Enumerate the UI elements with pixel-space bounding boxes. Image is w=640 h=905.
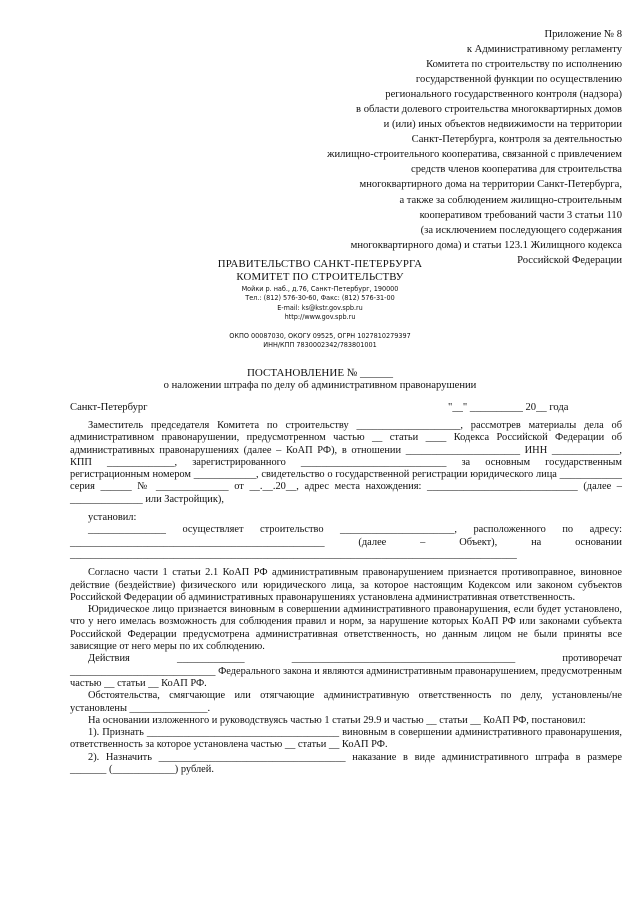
paragraph-circumstances: Обстоятельства, смягчающие или отягчающие административную ответственность по делу, установлены/не установлены _______________.: [70, 690, 622, 714]
paragraph-decision: На основании изложенного и руководствуясь частью 1 статьи 29.9 и частью __ статьи __ КоАП РФ, постановил:: [88, 714, 586, 726]
appendix-line: (за исключением последующего содержания: [420, 224, 622, 236]
letterhead: [0, 258, 640, 321]
appendix-line: государственной функции по осуществлению: [415, 74, 622, 86]
document-subtitle: о наложении штрафа по делу об административном правонарушении: [163, 380, 477, 391]
paragraph-law-article: Согласно части 1 статьи 2.1 КоАП РФ административным правонарушением признается противоправное, виновное действие (бездействие) физического или юридического лица, за которое настоящим Кодексом или законом субъектов Российской Федерации об административных правонарушениях установлена административная ответственность.: [70, 567, 622, 603]
committee-address: Мойки р. наб., д.76, Санкт-Петербург, 190000: [241, 284, 399, 293]
appendix-line: Санкт-Петербурга, контроля за деятельностью: [411, 134, 622, 146]
committee-email: E-mail: ks@kstr.gov.spb.ru: [277, 302, 363, 312]
appendix-line: Российской Федерации: [517, 254, 622, 266]
paragraph-established: установил:: [88, 512, 137, 524]
appendix-line: регионального государственного контроля (надзора): [385, 89, 622, 101]
appendix-line: в области долевого строительства многоквартирных домов: [356, 104, 622, 116]
appendix-line: средств членов кооператива для строительства: [411, 164, 622, 176]
appendix-block: [202, 27, 622, 268]
appendix-line: жилищно-строительного кооператива, связанной с привлечением: [327, 149, 622, 161]
committee-name: КОМИТЕТ ПО СТРОИТЕЛЬСТВУ: [236, 271, 404, 283]
paragraph-construction: _______________ осуществляет строительство ______________________, расположенного по адресу: _________________________________________________ (далее – Объект), на основании ______________________________________________________________________________________: [70, 524, 622, 560]
paragraph-penalty: 2). Назначить ____________________________________ наказание в виде административного штрафа в размере _______ (____________) рублей.: [70, 751, 622, 776]
appendix-line: многоквартирного дома) и статьи 123.1 Жилищного кодекса: [350, 239, 622, 251]
government-name: ПРАВИТЕЛЬСТВО САНКТ-ПЕТЕРБУРГА: [217, 258, 423, 270]
paragraph-find-guilty: 1). Признать _____________________________________ виновным в совершении административного правонарушения, ответственность за которое установлена частью __ статьи __ КоАП РФ.: [70, 727, 622, 751]
document-body: [70, 420, 622, 776]
committee-phones: Тел.: (812) 576-30-60, Факс: (812) 576-31-00: [245, 293, 395, 303]
appendix-line: многоквартирного дома на территории Санкт-Петербурга,: [359, 179, 622, 191]
paragraph-intro: Заместитель председателя Комитета по строительству ____________________, рассмотрев материалы дела об административном правонарушении, предусмотренном частью __ статьи ____ Кодекса Российской Федерации об административных правонарушениях (далее – КоАП РФ), в отношении ______________________ ИНН _____________, КПП _____________, зарегистрированного ____________________________ за основным государственным регистрационным номером ____________, свидетельство о государственной регистрации юридического лица ____________ серия ______ № ______________ от __.__.20__, адрес места нахождения: _____________________________ (далее – ______________ или Застройщик),: [70, 420, 622, 505]
place-of-issue: Санкт-Петербург: [70, 402, 148, 413]
appendix-line: кооперативом требований части 3 статьи 110: [419, 209, 622, 221]
okpo-line: ОКПО 00087030, ОКОГУ 09525, ОГРН 1027810279397: [229, 331, 411, 340]
appendix-line: Приложение № 8: [544, 29, 622, 40]
document-title: ПОСТАНОВЛЕНИЕ № ______: [246, 367, 394, 379]
appendix-line: и (или) иных объектов недвижимости на территории: [383, 119, 622, 131]
inn-line: ИНН/КПП 7830002342/783801001: [263, 340, 377, 350]
registration-codes: [0, 331, 640, 350]
date-of-issue: "__" __________ 20__ года: [448, 402, 569, 413]
paragraph-actions: Действия _____________ ___________________________________________ противоречат ____________________________ Федерального закона и являются административным правонарушением, предусмотренным частью __ статьи __ КоАП РФ.: [70, 653, 622, 689]
appendix-line: Комитета по строительству по исполнению: [426, 59, 622, 71]
appendix-line: а также за соблюдением жилищно-строительным: [399, 194, 622, 206]
appendix-line: к Административному регламенту: [466, 44, 622, 56]
committee-website: http://www.gov.spb.ru: [284, 311, 356, 321]
paragraph-guilt: Юридическое лицо признается виновным в совершении административного правонарушения, если будет установлено, что у него имелась возможность для соблюдения правил и норм, за нарушение которых КоАП РФ или законами субъекта Российской Федерации предусмотрена административная ответственность, но данным лицом не были приняты все зависящие от него меры по их соблюдению.: [70, 604, 622, 653]
